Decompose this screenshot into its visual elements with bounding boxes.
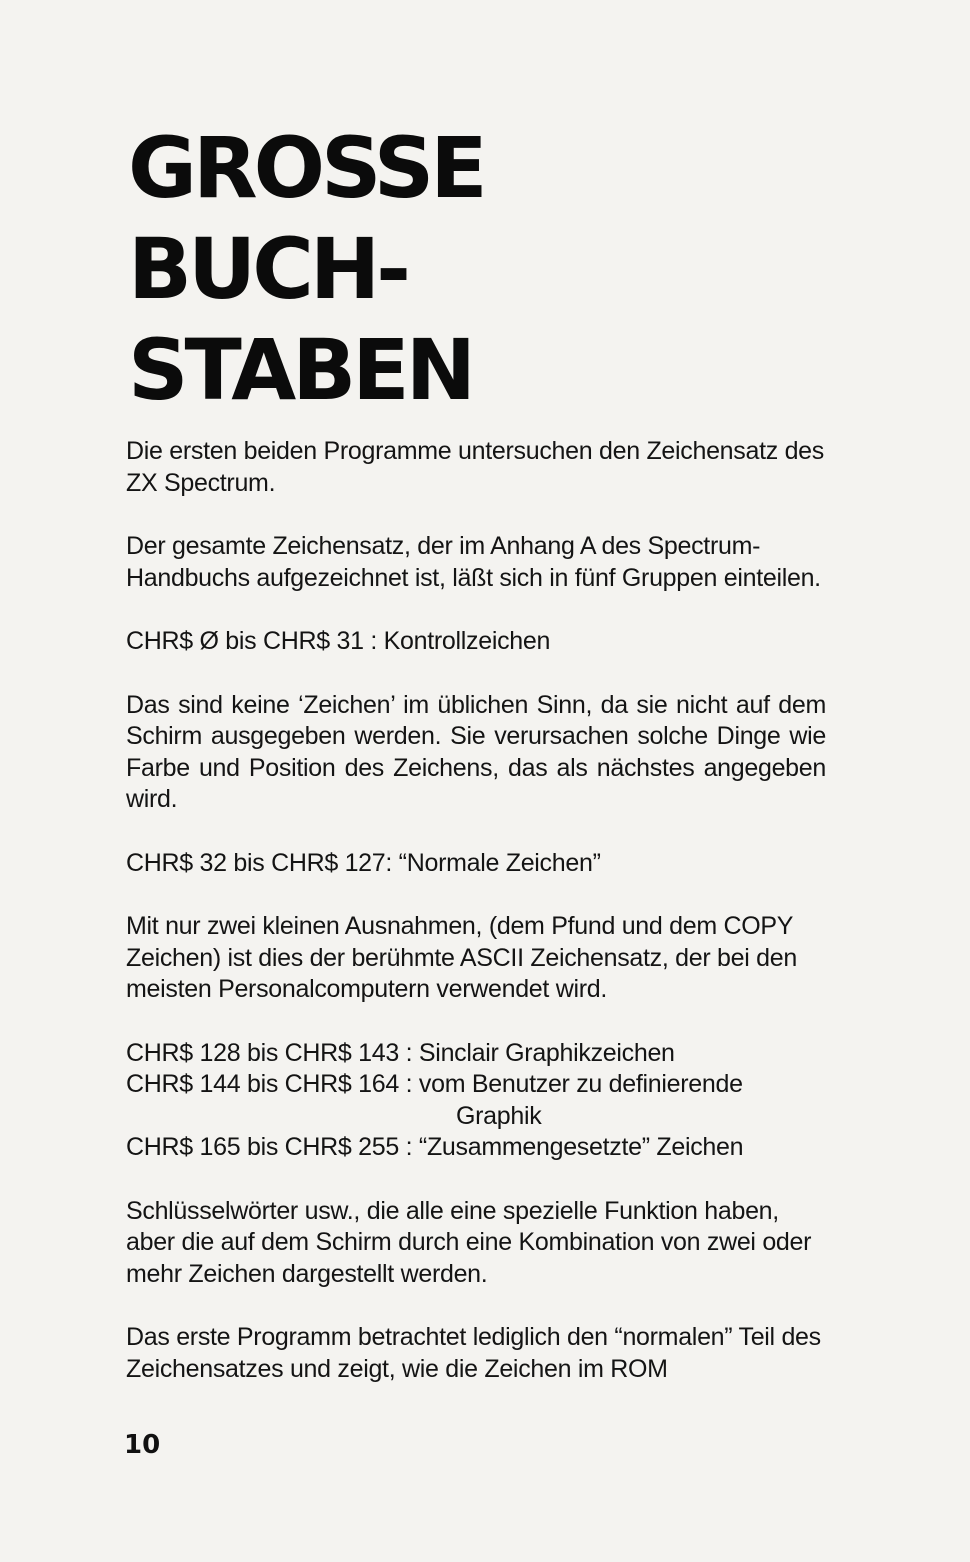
paragraph-first-program: Das erste Programm betrachtet lediglich den “normalen” Teil des Zeichensatzes und zeigt, wie die Zeichen im ROM [126,1323,821,1383]
title-line-1: GROSSE [128,119,484,217]
title-line-2: BUCH- [128,220,408,318]
title-line-3: STABEN [128,321,472,419]
range-compound-chars: CHR$ 165 bis CHR$ 255 : “Zusammengesetzte” Zeichen [126,1133,744,1161]
chapter-title [128,118,484,421]
paragraph-keywords: Schlüsselwörter usw., die alle eine spezielle Funktion haben, aber die auf dem Schirm durch eine Kombination von zwei oder mehr Zeichen dargestellt werden. [126,1196,812,1288]
range-control-chars: CHR$ Ø bis CHR$ 31 : Kontrollzeichen [126,627,551,655]
range-sinclair-graphics: CHR$ 128 bis CHR$ 143 : Sinclair Graphikzeichen [126,1038,675,1067]
paragraph-groups: Der gesamte Zeichensatz, der im Anhang A des Spectrum-Handbuchs aufgezeichnet ist, läßt sich in fünf Gruppen einteilen. [126,532,821,592]
range-user-defined-continuation: Graphik [456,1101,542,1130]
paragraph-ascii: Mit nur zwei kleinen Ausnahmen, (dem Pfund und dem COPY Zeichen) ist dies der berühmte ASCII Zeichensatz, der bei den meisten Personalcomputern verwendet wird. [126,912,797,1003]
page-number: 10 [124,1430,161,1460]
range-user-defined-label: CHR$ 144 bis CHR$ 164 : vom Benutzer zu definierende [126,1070,743,1098]
range-user-defined-graphics [126,1069,826,1132]
body-text [126,436,826,1417]
range-list [126,1038,826,1164]
paragraph-control-chars: Das sind keine ‘Zeichen’ im üblichen Sinn, da sie nicht auf dem Schirm ausgegeben werden. Sie verursachen solche Dinge wie Farbe und Position des Zeichens, das als nächstes angegeben wird. [126,690,826,813]
paragraph-intro: Die ersten beiden Programme untersuchen den Zeichensatz des ZX Spectrum. [126,437,824,497]
range-normal-chars: CHR$ 32 bis CHR$ 127: “Normale Zeichen” [126,848,601,877]
